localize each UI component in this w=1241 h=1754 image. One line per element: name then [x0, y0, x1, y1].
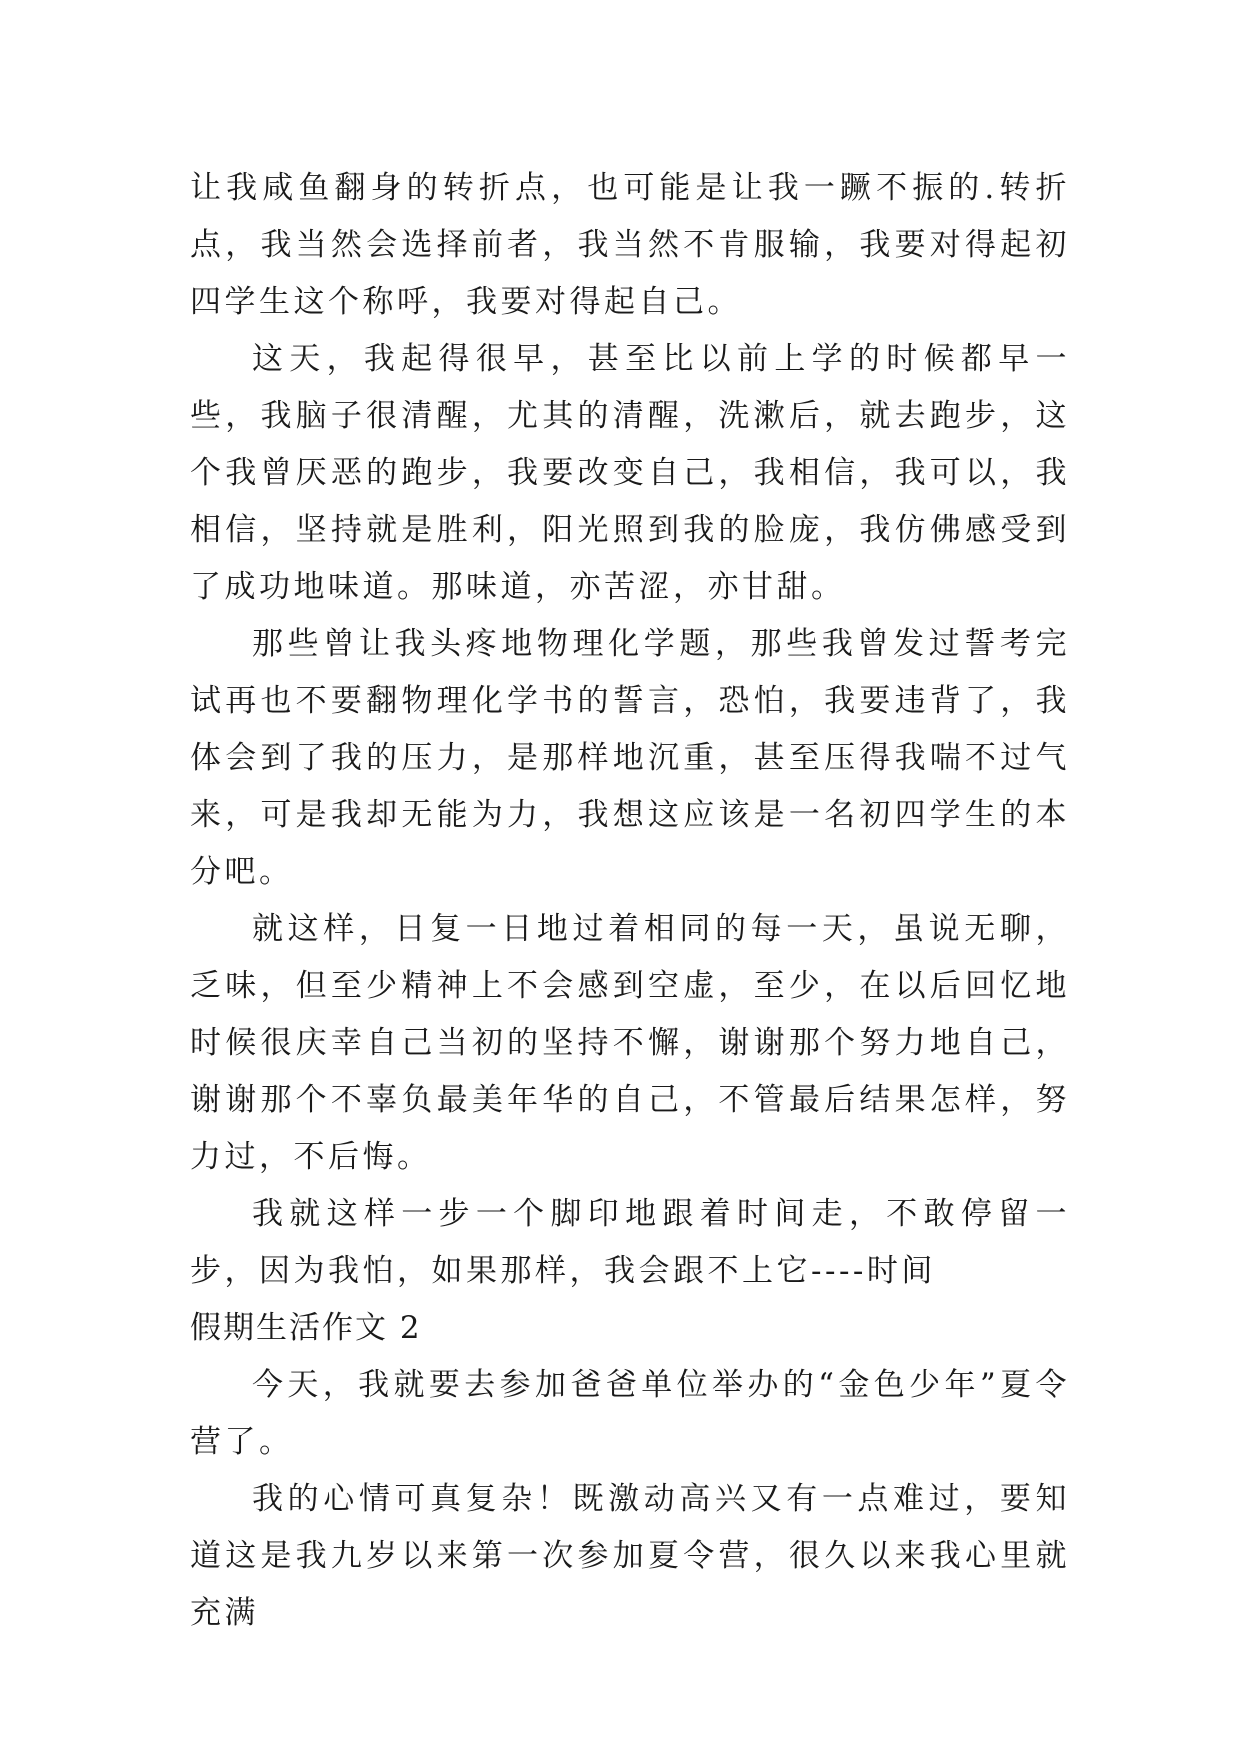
section-heading: 假期生活作文 2: [190, 1310, 422, 1346]
paragraph: 就这样，日复一日地过着相同的每一天，虽说无聊，乏味，但至少精神上不会感到空虚，至少，在以后回忆地时候很庆幸自己当初的坚持不懈，谢谢那个努力地自己，谢谢那个不辜负最美年华的自己，不管最后结果怎样，努力过，不后悔。: [190, 911, 1070, 1175]
paragraph: 这天，我起得很早，甚至比以前上学的时候都早一些，我脑子很清醒，尤其的清醒，洗漱后，就去跑步，这个我曾厌恶的跑步，我要改变自己，我相信，我可以，我相信，坚持就是胜利，阳光照到我的脸庞，我仿佛感受到了成功地味道。那味道，亦苦涩，亦甘甜。: [190, 341, 1070, 605]
paragraph: 今天，我就要去参加爸爸单位举办的“金色少年”夏令营了。: [190, 1367, 1070, 1460]
paragraph: 我的心情可真复杂！既激动高兴又有一点难过，要知道这是我九岁以来第一次参加夏令营，很久以来我心里就充满: [190, 1481, 1070, 1631]
document-body: [190, 160, 1070, 1642]
paragraph: 让我咸鱼翻身的转折点，也可能是让我一蹶不振的.转折点，我当然会选择前者，我当然不肯服输，我要对得起初四学生这个称呼，我要对得起自己。: [190, 170, 1070, 320]
paragraph: 我就这样一步一个脚印地跟着时间走，不敢停留一步，因为我怕，如果那样，我会跟不上它----时间: [190, 1196, 1070, 1289]
paragraph: 那些曾让我头疼地物理化学题，那些我曾发过誓考完试再也不要翻物理化学书的誓言，恐怕，我要违背了，我体会到了我的压力，是那样地沉重，甚至压得我喘不过气来，可是我却无能为力，我想这应该是一名初四学生的本分吧。: [190, 626, 1070, 890]
